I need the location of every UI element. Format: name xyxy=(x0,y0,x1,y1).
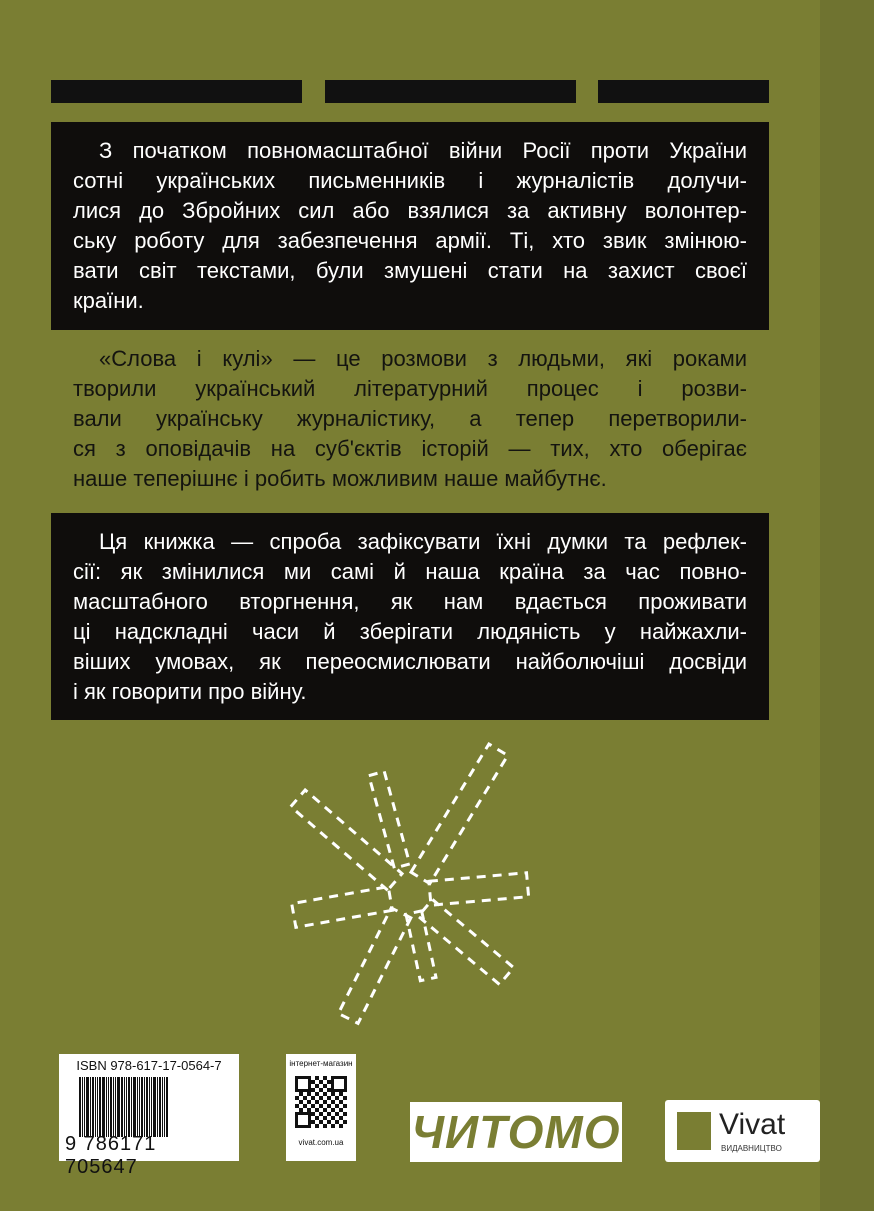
text-line: сотні українських письменників і журналістів долучи- xyxy=(73,168,747,193)
text-line: наше теперішнє і робить можливим наше майбутнє. xyxy=(73,466,607,491)
feather-icon xyxy=(677,1112,711,1150)
barcode-bar xyxy=(110,1077,112,1137)
barcode-bar xyxy=(121,1077,123,1137)
vivat-subtitle: ВИДАВНИЦТВО xyxy=(721,1144,782,1153)
asterisk-ray xyxy=(411,744,508,884)
barcode-bar xyxy=(133,1077,136,1137)
barcode-bar xyxy=(149,1077,150,1137)
qr-code-block xyxy=(286,1054,356,1161)
barcode-bar xyxy=(124,1077,125,1137)
qr-url: vivat.com.ua xyxy=(298,1138,344,1147)
text-line: ся з оповідачів на суб'єктів історій — тих, хто оберігає xyxy=(73,436,747,461)
text-line: ську роботу для забезпечення армії. Ті, хто звик змінюю- xyxy=(73,228,747,253)
text-line: «Слова і кулі» — це розмови з людьми, які роками xyxy=(99,346,747,371)
text-line: ці надскладні часи й зберігати людяність у найжахли- xyxy=(73,619,747,644)
barcode-bar xyxy=(141,1077,143,1137)
text-line: сії: як змінилися ми самі й наша країна за час повно- xyxy=(73,559,747,584)
barcode-bar xyxy=(82,1077,83,1137)
barcode-bar xyxy=(99,1077,101,1137)
text-line: лися до Збройних сил або взялися за активну волонтер- xyxy=(73,198,747,223)
asterisk-ray xyxy=(369,771,410,868)
barcode-bar xyxy=(95,1077,96,1137)
qr-code xyxy=(295,1076,347,1128)
barcode-bar xyxy=(92,1077,94,1137)
barcode-bar xyxy=(106,1077,107,1137)
text-line: віших умовах, як переосмислювати найболючіші досвіди xyxy=(73,649,747,674)
asterisk-ray xyxy=(418,899,513,984)
isbn-barcode xyxy=(59,1054,239,1178)
chytomo-logo xyxy=(410,1102,622,1162)
barcode-bar xyxy=(117,1077,120,1137)
chytomo-logo-text: ЧИТОМО xyxy=(411,1106,621,1158)
barcode-bar xyxy=(157,1077,158,1137)
text-line: Ця книжка — спроба зафіксувати їхні думки та рефлек- xyxy=(99,529,747,554)
asterisk-ray xyxy=(429,873,529,905)
barcode-bar xyxy=(139,1077,140,1137)
asterisk-ray xyxy=(338,908,411,1023)
barcode-bar xyxy=(90,1077,91,1137)
text-line: вали українську журналістику, а тепер перетворили- xyxy=(73,406,747,431)
barcode-bar xyxy=(164,1077,165,1137)
barcode-bars xyxy=(79,1077,227,1137)
barcode-bar xyxy=(86,1077,89,1137)
barcode-bar xyxy=(113,1077,114,1137)
barcode-bar xyxy=(153,1077,156,1137)
barcode-bar xyxy=(146,1077,148,1137)
barcode-bar xyxy=(159,1077,161,1137)
barcode-bar xyxy=(151,1077,152,1137)
text-line: З початком повномасштабної війни Росії проти України xyxy=(99,138,747,163)
barcode-bar xyxy=(79,1077,81,1137)
barcode-bar xyxy=(84,1077,85,1137)
barcode-bar xyxy=(115,1077,116,1137)
barcode-bar xyxy=(166,1077,168,1137)
barcode-bar xyxy=(137,1077,138,1137)
isbn-number: 9 786171 705647 xyxy=(65,1133,157,1178)
vivat-name: Vivat xyxy=(719,1108,786,1141)
qr-top-label: інтернет-магазин xyxy=(289,1059,353,1068)
vivat-logo xyxy=(665,1100,820,1162)
barcode-bar xyxy=(128,1077,130,1137)
barcode-bar xyxy=(162,1077,163,1137)
text-line: творили український літературний процес і розви- xyxy=(73,376,747,401)
text-line: вати світ текстами, були змушені стати на захист своєї xyxy=(73,258,747,283)
barcode-bar xyxy=(108,1077,109,1137)
barcode-bar xyxy=(131,1077,132,1137)
text-line: і як говорити про війну. xyxy=(73,679,307,704)
barcode-bar xyxy=(102,1077,105,1137)
barcode-bar xyxy=(144,1077,145,1137)
text-line: країни. xyxy=(73,288,144,313)
barcode-bar xyxy=(126,1077,127,1137)
text-line: масштабного вторгнення, як нам вдається проживати xyxy=(73,589,747,614)
barcode-bar xyxy=(97,1077,98,1137)
asterisk-ray xyxy=(292,887,393,928)
asterisk-ray xyxy=(291,790,402,890)
isbn-label: ISBN 978-617-17-0564-7 xyxy=(76,1058,222,1073)
